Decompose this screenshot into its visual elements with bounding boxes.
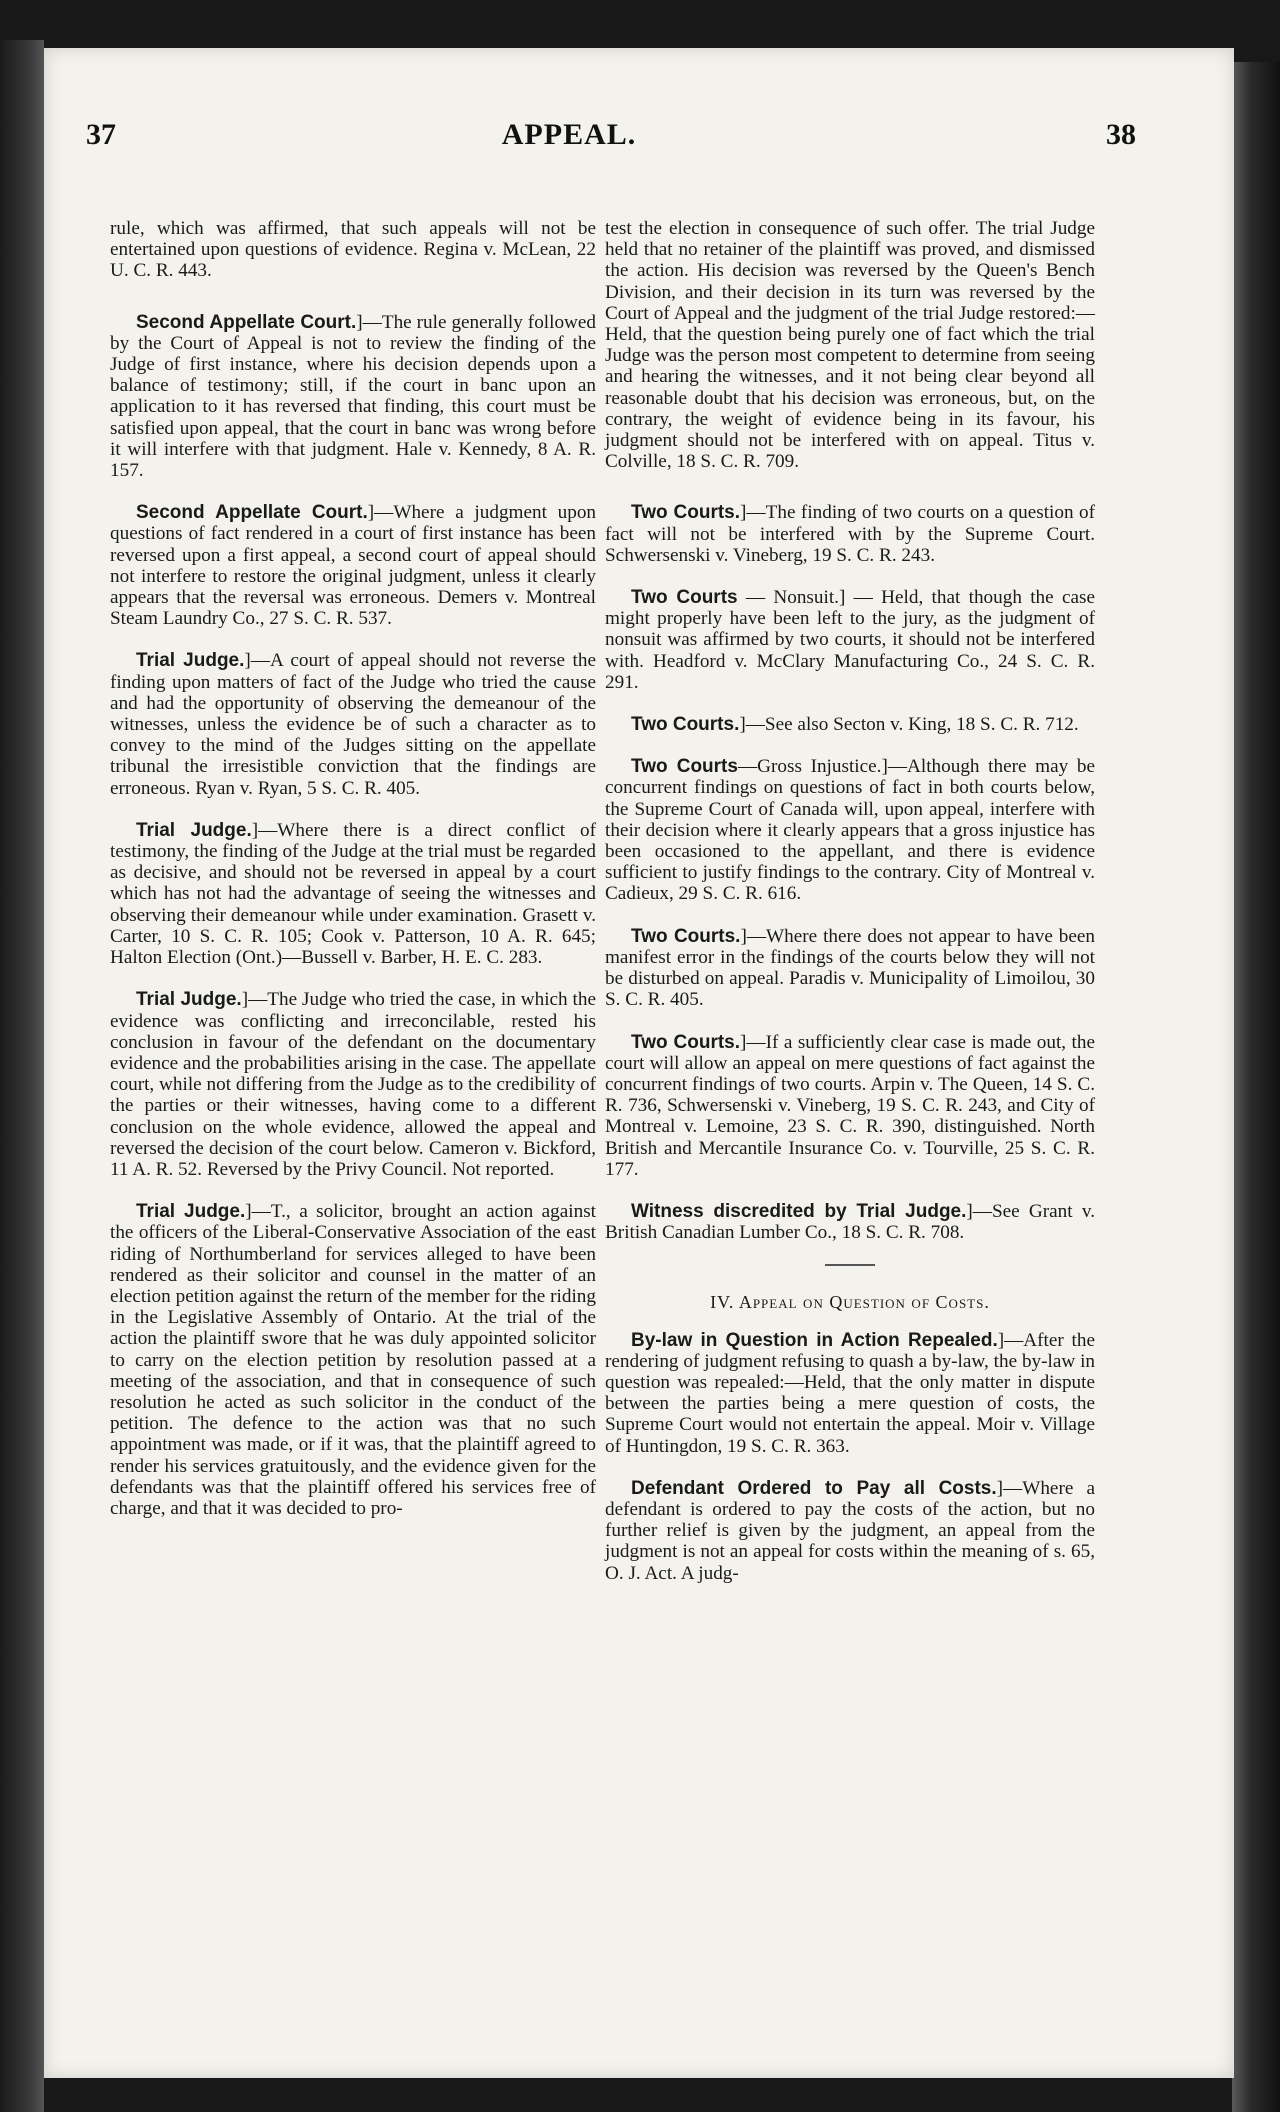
entry-heading: Trial Judge. <box>136 989 242 1011</box>
entry-text: ]—The finding of two courts on a question of fact will not be interfered with by the Supreme Court. Schwersenski v. Vineberg, 19 S. C. R. 243. <box>605 502 1096 566</box>
entry-text: ]—Where there is a direct conflict of testimony, the finding of the Judge at the trial must be regarded as decisive, and should not be reversed in appeal by a court which has not had the advantage of seeing the witnesses and observing their demeanour while under examination. Grasett v. Carter, 10 S. C. R. 105; Cook v. Patterson, 10 A. R. 645; Halton Election (Ont.)—Bussell v. Barber, H. E. C. 283. <box>110 819 596 969</box>
entry-text: ]—A court of appeal should not reverse the finding upon matters of fact of the Judge who tried the cause and had the opportunity of observing the demeanour of the witnesses, unless the evidence be of such a character as to convey to the mind of the Judges sitting on the appellate tribunal the irresistible conviction that the findings are erroneous. Ryan v. Ryan, 5 S. C. R. 405. <box>110 650 597 799</box>
entry-heading: Second Appellate Court. <box>136 502 368 524</box>
entry <box>110 218 596 282</box>
entry-text: ]—Where a judgment upon questions of fact rendered in a court of first instance has been reversed upon a first appeal, a second court of appeal should not interfere to restore the original judgment, unless it clearly appears that the reversal was erroneous. Demers v. Montreal Steam Laundry Co., 27 S. C. R. 537. <box>110 502 597 630</box>
running-header <box>44 118 1136 158</box>
entry-text: ]—If a sufficiently clear case is made out, the court will allow an appeal on mere questions of fact against the concurrent findings of two courts. Arpin v. The Queen, 14 S. C. R. 736, Schwersenski v. Vineberg, 19 S. C. R. 243, and City of Montreal v. Lemoine, 23 S. C. R. 390, distinguished. North British and Mercantile Insurance Co. v. Tourville, 25 S. C. R. 177. <box>605 1031 1095 1180</box>
entry <box>110 502 596 629</box>
entry <box>110 650 596 798</box>
entry <box>605 1032 1095 1180</box>
entry-text: ]—See also Secton v. King, 18 S. C. R. 712. <box>739 714 1079 736</box>
entry-text: — Nonsuit.] — Held, that though the case might properly have been left to the jury, as the judgment of nonsuit was affirmed by two courts, it should not be interfered with. Headford v. McClary Manufacturing Co., 24 S. C. R. 291. <box>605 587 1095 693</box>
entry <box>605 926 1095 1011</box>
entry-text: ]—Where a defendant is ordered to pay the costs of the action, but no further relief is given by the judgment, an appeal from the judgment is not an appeal for costs within the meaning of s. 65, O. J. Act. A judg- <box>605 1477 1095 1584</box>
entry-heading: Trial Judge. <box>136 650 245 672</box>
entry <box>605 1330 1095 1457</box>
entry-heading: Two Courts. <box>631 1031 741 1053</box>
entry <box>605 587 1095 693</box>
entry <box>110 312 596 482</box>
entry-heading: By-law in Question in Action Repealed. <box>631 1329 998 1351</box>
entry <box>605 502 1095 566</box>
entry-heading: Trial Judge. <box>136 1201 246 1223</box>
section-divider <box>825 1264 875 1266</box>
entry-text: ]—The rule generally followed by the Court of Appeal is not to review the finding of the Judge of first instance, where his decision depends upon a balance of testimony; still, if the court in banc upon an application to it has reversed that finding, this court must be satisfied upon appeal, that the court in banc was wrong before it will interfere with that judgment. Hale v. Kennedy, 8 A. R. 157. <box>110 311 597 482</box>
entry-heading: Defendant Ordered to Pay all Costs. <box>631 1477 997 1499</box>
entry <box>605 1478 1095 1584</box>
running-title: APPEAL. <box>501 118 637 151</box>
entry <box>605 714 1095 735</box>
left-page-number: 37 <box>86 118 116 151</box>
entry-text: test the election in consequence of such offer. The trial Judge held that no retainer of the plaintiff was proved, and dismissed the action. His decision was reversed by the Queen's Bench Division, and their decision in its turn was reversed by the Court of Appeal and the judgment of the trial Judge restored:—Held, that the question being purely one of fact which the trial Judge was the person most competent to determine from seeing and hearing the witnesses, and it not being clear beyond all reasonable doubt that his decision was erroneous, but, on the contrary, the weight of evidence being in its favour, his judgment should not be interfered with on appeal. Titus v. Colville, 18 S. C. R. 709. <box>605 218 1095 473</box>
entry <box>110 1201 596 1519</box>
entry-heading: Second Appellate Court. <box>136 311 357 333</box>
entry-heading: Two Courts <box>631 756 738 778</box>
entry-heading: Two Courts. <box>631 925 741 947</box>
section-title: IV. Appeal on Question of Costs. <box>710 1292 990 1313</box>
entry-text: ]—See Grant v. British Canadian Lumber Co., 18 S. C. R. 708. <box>605 1200 1095 1244</box>
entry-heading: Trial Judge. <box>136 819 252 841</box>
right-column <box>605 218 1095 1605</box>
entry <box>110 820 596 968</box>
entry-heading: Two Courts. <box>631 714 740 736</box>
entry-text: —Gross Injustice.]—Although there may be concurrent findings on questions of fact in both courts below, the Supreme Court of Canada will, upon appeal, interfere with their decision where it clearly appears that a gross injustice has been occasioned to the appellant, and there is evidence sufficient to justify findings to the contrary. City of Montreal v. Cadieux, 29 S. C. R. 616. <box>605 756 1095 905</box>
entry-text: ]—Where there does not appear to have been manifest error in the findings of the courts below they will not be disturbed on appeal. Paradis v. Municipality of Limoilou, 30 S. C. R. 405. <box>605 925 1096 1011</box>
entry-heading: Two Courts <box>631 587 738 609</box>
entry <box>110 989 596 1180</box>
entry <box>605 756 1095 904</box>
book-spine-left <box>0 40 44 2112</box>
entry-text: ]—The Judge who tried the case, in which the evidence was conflicting and irreconcilable, rested his conclusion in favour of the defendant on the documentary evidence and the probabilities arising in the case. The appellate court, while not differing from the Judge as to the credibility of the parties or their witnesses, having come to a different conclusion on the whole evidence, allowed the appeal and reversed the decision of the court below. Cameron v. Bickford, 11 A. R. 52. Reversed by the Privy Council. Not reported. <box>110 989 596 1180</box>
entry <box>605 1201 1095 1243</box>
right-page-number: 38 <box>1106 118 1136 151</box>
entry <box>605 218 1095 472</box>
entry-text: ]—T., a solicitor, brought an action against the officers of the Liberal-Conservative Association of the east riding of Northumberland for services alleged to have been rendered as their solicitor and counsel in the matter of an election petition against the return of the member for the riding in the Legislative Assembly of Ontario. At the trial of the action the plaintiff swore that he was duly appointed solicitor to carry on the election petition by resolution passed at a meeting of the association, and that in consequence of such resolution he acted as such solicitor in the conduct of the petition. The defence to the action was that no such appointment was made, or if it was, that the plaintiff agreed to render his services gratuitously, and the evidence given for the defendants was that the plaintiff offered his services free of charge, and that it was decided to pro- <box>110 1201 596 1519</box>
entry-text: rule, which was affirmed, that such appeals will not be entertained upon questions of evidence. Regina v. McLean, 22 U. C. R. 443. <box>110 218 596 282</box>
entry-heading: Witness discredited by Trial Judge. <box>631 1200 967 1222</box>
entry-heading: Two Courts. <box>631 502 741 524</box>
left-column <box>110 218 596 1540</box>
book-page-edges-right <box>1232 62 1280 2112</box>
entry-text: ]—After the rendering of judgment refusing to quash a by-law, the by-law in question was repealed:—Held, that the only matter in dispute between the parties being a mere question of costs, the Supreme Court would not entertain the appeal. Moir v. Village of Huntingdon, 19 S. C. R. 363. <box>605 1329 1095 1457</box>
